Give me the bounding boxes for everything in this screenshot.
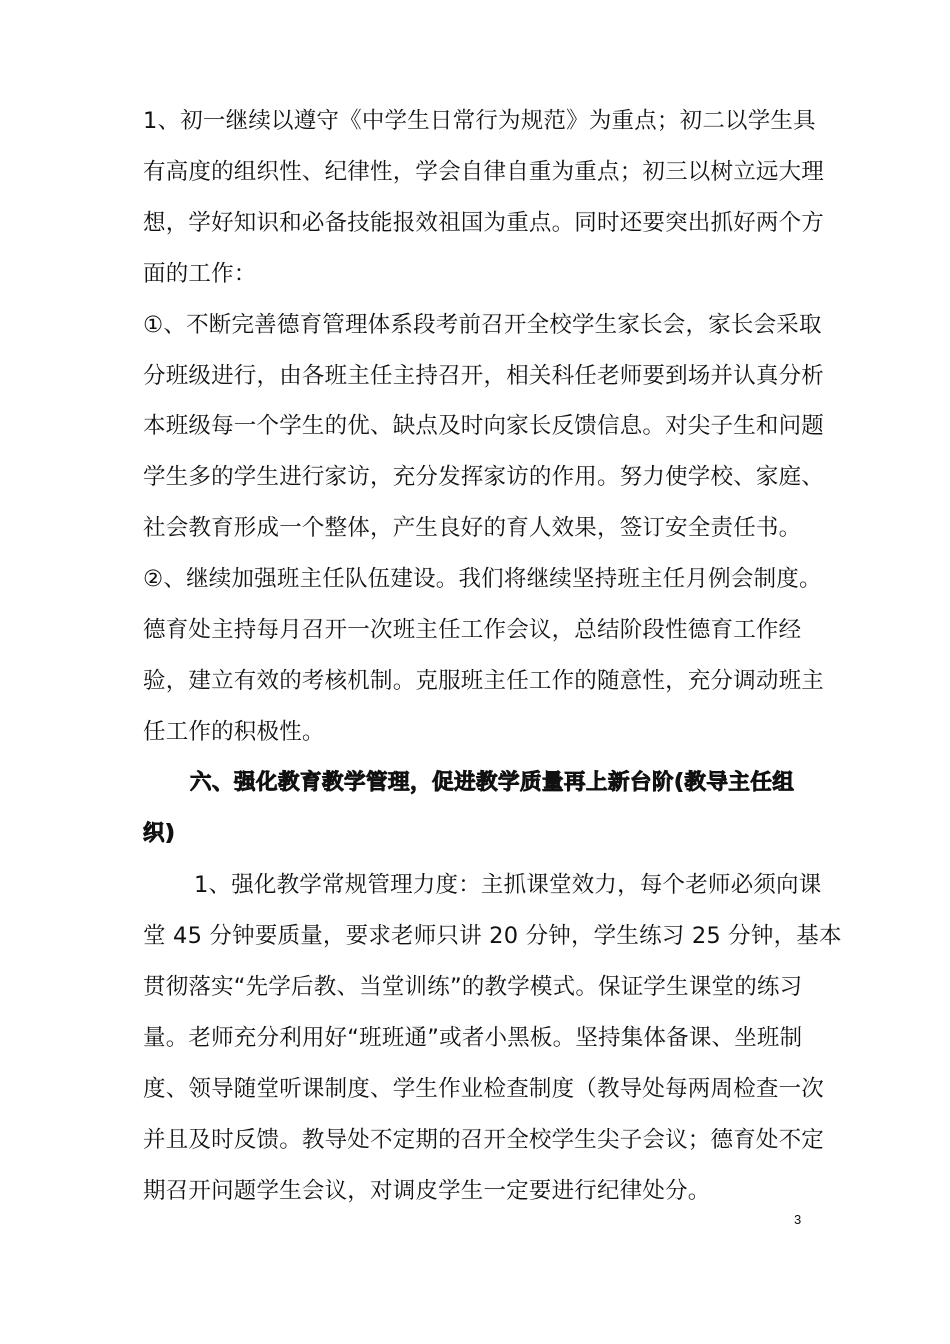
paragraph-line: 任工作的积极性。 (143, 719, 325, 745)
paragraph-line: 量。老师充分利用好“班班通”或者小黑板。坚持集体备课、坐班制 (143, 1025, 803, 1051)
paragraph-line: 本班级每一个学生的优、缺点及时向家长反馈信息。对尖子生和问题 (143, 413, 825, 439)
paragraph-line: 堂 45 分钟要质量，要求老师只讲 20 分钟，学生练习 25 分钟，基本 (143, 923, 842, 949)
section-heading: 六、强化教育教学管理，促进教学质量再上新台阶(教导主任组 (190, 770, 795, 795)
page-number: 3 (794, 1212, 802, 1227)
paragraph-line: 社会教育形成一个整体，产生良好的育人效果，签订安全责任书。 (143, 515, 802, 541)
paragraph-line: 度、领导随堂听课制度、学生作业检查制度（教导处每两周检查一次 (143, 1076, 825, 1102)
paragraph-line: 学生多的学生进行家访，充分发挥家访的作用。努力使学校、家庭、 (143, 464, 825, 490)
paragraph-line: 面的工作： (143, 261, 257, 287)
paragraph-line: 并且及时反馈。教导处不定期的召开全校学生尖子会议；德育处不定 (143, 1127, 825, 1153)
paragraph-line: 1、强化教学常规管理力度：主抓课堂效力，每个老师必须向课 (194, 872, 822, 898)
paragraph-line: 1、初一继续以遵守《中学生日常行为规范》为重点；初二以学生具 (143, 108, 816, 134)
paragraph-line: 德育处主持每月召开一次班主任工作会议，总结阶段性德育工作经 (143, 617, 802, 643)
paragraph-line: 验，建立有效的考核机制。克服班主任工作的随意性，充分调动班主 (143, 668, 825, 694)
paragraph-line: ②、继续加强班主任队伍建设。我们将继续坚持班主任月例会制度。 (143, 566, 822, 592)
paragraph-line: 想，学好知识和必备技能报效祖国为重点。同时还要突出抓好两个方 (143, 210, 825, 236)
paragraph-line: 期召开问题学生会议，对调皮学生一定要进行纪律处分。 (143, 1178, 711, 1204)
paragraph-line: 有高度的组织性、纪律性，学会自律自重为重点；初三以树立远大理 (143, 159, 825, 185)
section-heading: 织) (143, 821, 176, 846)
paragraph-line: 分班级进行，由各班主任主持召开，相关科任老师要到场并认真分析 (143, 363, 825, 389)
paragraph-line: ①、不断完善德育管理体系段考前召开全校学生家长会，家长会采取 (143, 312, 822, 338)
paragraph-line: 贯彻落实“先学后教、当堂训练”的教学模式。保证学生课堂的练习 (143, 974, 803, 1000)
